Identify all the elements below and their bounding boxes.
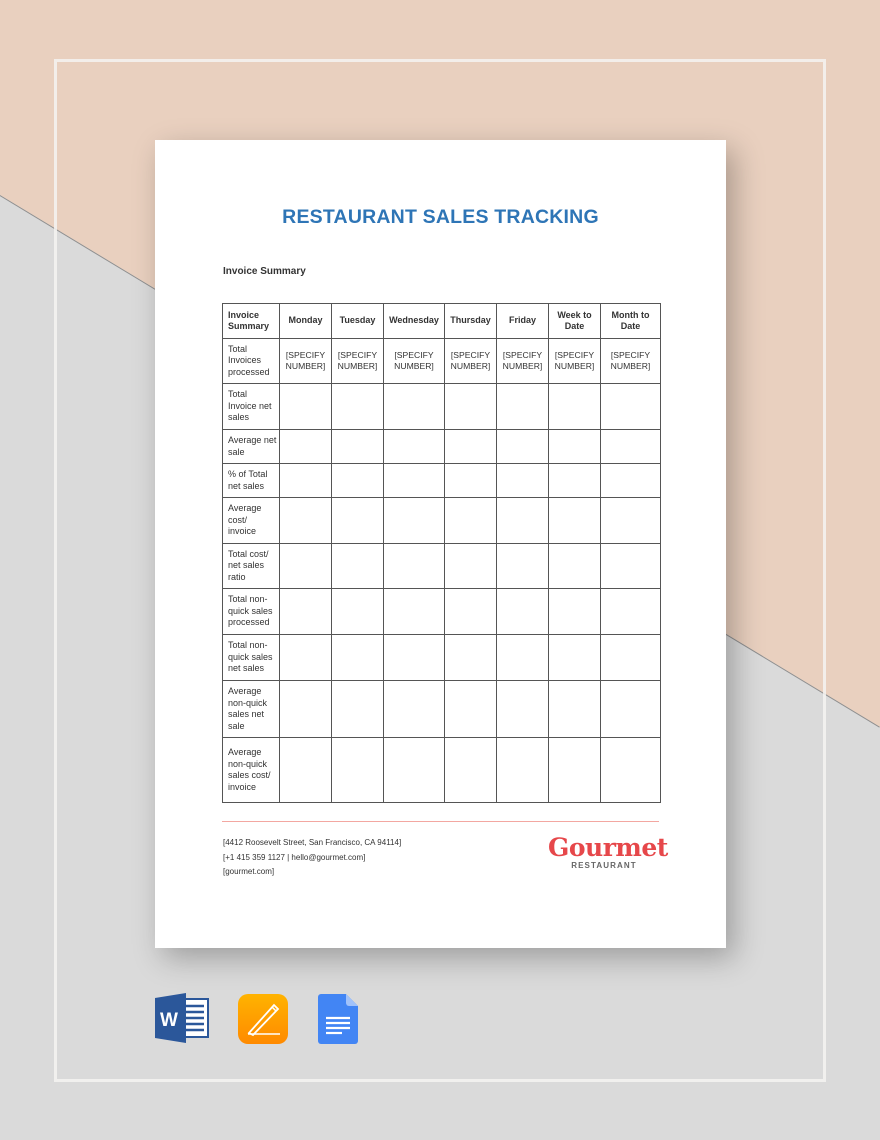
row-label: Total non-quick sales processed xyxy=(223,589,280,635)
table-cell[interactable] xyxy=(497,384,549,430)
table-cell[interactable] xyxy=(384,430,445,464)
gourmet-logo xyxy=(548,833,668,870)
row-label: Average net sale xyxy=(223,430,280,464)
table-cell[interactable] xyxy=(384,681,445,738)
table-row xyxy=(223,384,661,430)
row-label: Total cost/ net sales ratio xyxy=(223,544,280,589)
logo-subtitle: RESTAURANT xyxy=(571,861,637,870)
table-cell[interactable] xyxy=(497,544,549,589)
table-cell[interactable] xyxy=(601,498,661,544)
row-label: Average cost/ invoice xyxy=(223,498,280,544)
table-cell[interactable] xyxy=(497,738,549,803)
table-cell[interactable] xyxy=(601,430,661,464)
table-cell[interactable] xyxy=(445,464,497,498)
footer-divider xyxy=(222,821,659,822)
document-page xyxy=(155,140,726,948)
row-label: Average non-quick sales cost/ invoice xyxy=(223,738,280,803)
word-icon[interactable] xyxy=(155,993,209,1043)
invoice-summary-table xyxy=(222,303,661,803)
table-cell[interactable] xyxy=(549,384,601,430)
column-header: Thursday xyxy=(445,304,497,339)
table-cell[interactable] xyxy=(280,430,332,464)
logo-wordmark: Gourmet xyxy=(548,833,668,862)
table-cell[interactable] xyxy=(445,430,497,464)
row-label: Total non-quick sales net sales xyxy=(223,635,280,681)
table-cell[interactable] xyxy=(384,464,445,498)
table-cell[interactable] xyxy=(497,498,549,544)
document-title: RESTAURANT SALES TRACKING xyxy=(282,206,599,228)
table-cell[interactable] xyxy=(280,589,332,635)
table-cell[interactable] xyxy=(549,430,601,464)
table-cell[interactable] xyxy=(384,384,445,430)
table-row xyxy=(223,339,661,384)
table-row xyxy=(223,544,661,589)
table-cell[interactable]: [SPECIFY NUMBER] xyxy=(497,339,549,384)
table-cell[interactable] xyxy=(549,544,601,589)
table-cell[interactable] xyxy=(601,738,661,803)
table-cell[interactable] xyxy=(332,738,384,803)
column-header: Month to Date xyxy=(601,304,661,339)
table-cell[interactable] xyxy=(332,498,384,544)
row-label: Average non-quick sales net sale xyxy=(223,681,280,738)
column-header: Week to Date xyxy=(549,304,601,339)
table-cell[interactable]: [SPECIFY NUMBER] xyxy=(549,339,601,384)
row-label: % of Total net sales xyxy=(223,464,280,498)
table-cell[interactable] xyxy=(549,464,601,498)
table-cell[interactable] xyxy=(332,384,384,430)
row-label: Total Invoice net sales xyxy=(223,384,280,430)
column-header: Wednesday xyxy=(384,304,445,339)
phone-email-text: [+1 415 359 1127 | hello@gourmet.com] xyxy=(223,852,366,862)
table-cell[interactable] xyxy=(445,738,497,803)
table-cell[interactable] xyxy=(601,589,661,635)
table-cell[interactable] xyxy=(384,544,445,589)
website-text: [gourmet.com] xyxy=(223,867,275,876)
table-header-row xyxy=(223,304,661,339)
table-cell[interactable] xyxy=(601,635,661,681)
table-row xyxy=(223,464,661,498)
table-cell[interactable] xyxy=(280,384,332,430)
table-cell[interactable]: [SPECIFY NUMBER] xyxy=(280,339,332,384)
table-cell[interactable] xyxy=(445,635,497,681)
table-cell[interactable] xyxy=(280,635,332,681)
table-cell[interactable] xyxy=(497,589,549,635)
table-cell[interactable] xyxy=(280,464,332,498)
table-cell[interactable] xyxy=(549,681,601,738)
table-cell[interactable] xyxy=(549,738,601,803)
table-cell[interactable] xyxy=(384,738,445,803)
table-row xyxy=(223,635,661,681)
table-cell[interactable] xyxy=(601,681,661,738)
table-cell[interactable] xyxy=(280,738,332,803)
table-cell[interactable] xyxy=(549,635,601,681)
table-row xyxy=(223,681,661,738)
table-cell[interactable] xyxy=(497,430,549,464)
table-cell[interactable]: [SPECIFY NUMBER] xyxy=(384,339,445,384)
table-cell[interactable] xyxy=(601,384,661,430)
table-cell[interactable] xyxy=(280,498,332,544)
table-cell[interactable] xyxy=(332,544,384,589)
svg-text:W: W xyxy=(160,1010,178,1031)
row-label: Total Invoices processed xyxy=(223,339,280,384)
table-row xyxy=(223,738,661,803)
table-cell[interactable] xyxy=(601,464,661,498)
table-cell[interactable] xyxy=(332,464,384,498)
pages-icon[interactable] xyxy=(238,994,288,1044)
table-cell[interactable] xyxy=(332,635,384,681)
table-row xyxy=(223,498,661,544)
table-cell[interactable] xyxy=(445,589,497,635)
table-cell[interactable] xyxy=(332,430,384,464)
table-cell[interactable] xyxy=(497,464,549,498)
table-cell[interactable]: [SPECIFY NUMBER] xyxy=(332,339,384,384)
table-cell[interactable] xyxy=(445,384,497,430)
column-header: Monday xyxy=(280,304,332,339)
table-cell[interactable] xyxy=(384,498,445,544)
table-cell[interactable]: [SPECIFY NUMBER] xyxy=(445,339,497,384)
table-row xyxy=(223,589,661,635)
table-cell[interactable] xyxy=(549,498,601,544)
table-cell[interactable] xyxy=(445,681,497,738)
table-cell[interactable] xyxy=(445,498,497,544)
table-cell[interactable] xyxy=(332,589,384,635)
table-cell[interactable] xyxy=(280,544,332,589)
table-cell[interactable] xyxy=(497,635,549,681)
table-cell[interactable] xyxy=(332,681,384,738)
table-cell[interactable]: [SPECIFY NUMBER] xyxy=(601,339,661,384)
column-header: Tuesday xyxy=(332,304,384,339)
column-header: Friday xyxy=(497,304,549,339)
google-docs-icon[interactable] xyxy=(318,994,358,1044)
table-cell[interactable] xyxy=(549,589,601,635)
table-cell[interactable] xyxy=(384,589,445,635)
contact-info xyxy=(223,836,401,880)
table-cell[interactable] xyxy=(601,544,661,589)
column-header: Invoice Summary xyxy=(223,304,280,339)
table-cell[interactable] xyxy=(280,681,332,738)
table-cell[interactable] xyxy=(445,544,497,589)
section-label: Invoice Summary xyxy=(223,266,306,277)
address-text: [4412 Roosevelt Street, San Francisco, CA 94114] xyxy=(223,838,402,847)
table-cell[interactable] xyxy=(384,635,445,681)
table-cell[interactable] xyxy=(497,681,549,738)
table-row xyxy=(223,430,661,464)
